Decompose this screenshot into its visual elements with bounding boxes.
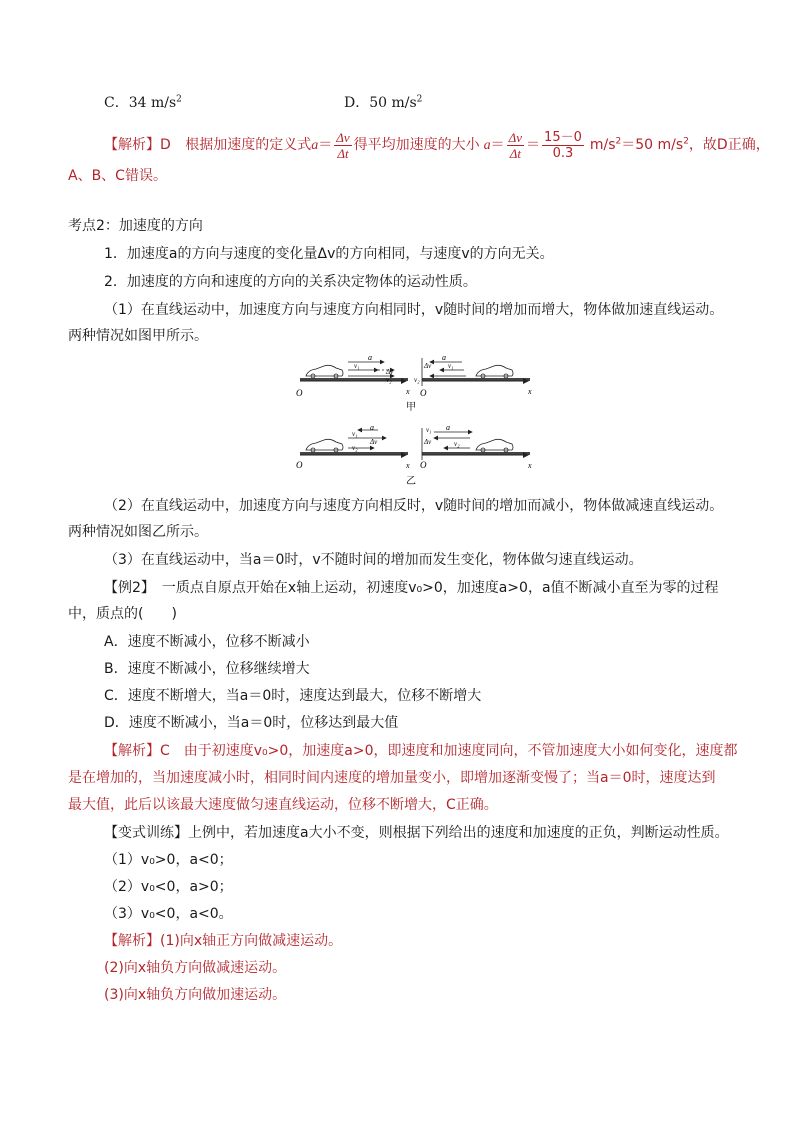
analysis-tag: 【解析】 <box>104 137 160 153</box>
analysis-1-line-2: A、B、C错误。 <box>68 168 167 184</box>
svg-text:Δv: Δv <box>424 362 432 370</box>
analysis-2-line-3: 最大值，此后以该最大速度做匀速直线运动，位移不断增大，C正确。 <box>68 797 498 813</box>
fraction-numeric: $\frac{15-0}{0.3}$ <box>544 129 582 161</box>
example-2-option-b: B．速度不断减小，位移继续增大 <box>104 661 310 677</box>
panel-jia-right <box>422 358 530 386</box>
variant-case-3: （3）v₀<0，a<0。 <box>104 906 233 922</box>
example-2-option-c: C．速度不断增大，当a＝0时，速度达到最大，位移不断增大 <box>104 688 482 704</box>
figure-label-yi: 乙 <box>406 476 416 487</box>
svg-text:a: a <box>368 353 372 362</box>
svg-text:x: x <box>528 461 532 470</box>
svg-text:v₂: v₂ <box>414 376 420 384</box>
analysis-3-line-1: 【解析】(1)向x轴正方向做减速运动。 <box>104 933 343 949</box>
analysis-1-line-1: 【解析】D 根据加速度的定义式a＝ $\frac{\Delta v}{\Delta t}$ 得平均加速度的大小 a＝ $\frac{\Delta v}{\Delta t}$ ＝ $\frac{15-0}{0.3}$ $m/s^2=50$ $m/s^2$，故D正确， <box>104 129 770 161</box>
section-p5: （3）在直线运动中，当a＝0时，v不随时间的增加而发生变化，物体做匀速直线运动。 <box>104 552 643 568</box>
analysis-2-line-2: 是在增加的，当加速度减小时，相同时间内速度的增加量变小，即增加逐渐变慢了；当a＝0时，速度达到 <box>68 770 716 786</box>
fraction-dv-dt: $\frac{\Delta v}{\Delta t}$ <box>336 129 350 161</box>
figure-label-jia: 甲 <box>406 402 416 413</box>
svg-text:v₁: v₁ <box>426 426 432 434</box>
svg-text:v₂: v₂ <box>386 376 392 384</box>
example-2-stem: 【例2】 一质点自原点开始在x轴上运动，初速度v₀>0，加速度a>0，a值不断减小直至为零的过程 <box>104 580 719 596</box>
svg-text:v₁: v₁ <box>352 430 358 438</box>
svg-text:Δv: Δv <box>370 438 378 446</box>
analysis-3-line-2: (2)向x轴负方向做减速运动。 <box>104 960 287 976</box>
svg-text:x: x <box>528 387 532 396</box>
svg-text:v₂: v₂ <box>454 440 460 448</box>
section-p2: 2．加速度的方向和速度的方向的关系决定物体的运动性质。 <box>104 274 477 290</box>
svg-text:a: a <box>442 353 446 362</box>
svg-text:O: O <box>420 388 427 398</box>
svg-text:O: O <box>420 460 427 470</box>
example-2-stem-cont: 中，质点的( ) <box>68 606 177 622</box>
svg-text:O: O <box>296 460 303 470</box>
svg-text:v₁: v₁ <box>354 362 360 370</box>
svg-text:x: x <box>406 461 410 470</box>
analysis-3-line-3: (3)向x轴负方向做加速运动。 <box>104 987 287 1003</box>
svg-text:x: x <box>406 387 410 396</box>
section-p1: 1．加速度a的方向与速度的变化量Δv的方向相同，与速度v的方向无关。 <box>104 246 554 262</box>
panel-yi-right <box>422 428 530 460</box>
variant-stem: 【变式训练】上例中，若加速度a大小不变，则根据下列给出的速度和加速度的正负，判断运动性质。 <box>104 825 729 841</box>
svg-text:a: a <box>446 423 450 432</box>
section-heading: 考点2：加速度的方向 <box>68 218 203 234</box>
option-d: D．50 $m/s^2$ <box>344 94 423 111</box>
variant-case-2: （2）v₀<0，a>0； <box>104 879 233 895</box>
svg-text:v₁: v₁ <box>448 362 454 370</box>
section-p4b: 两种情况如图乙所示。 <box>68 524 208 540</box>
section-p3b: 两种情况如图甲所示。 <box>68 328 208 344</box>
svg-text:a: a <box>370 423 374 432</box>
example-2-option-a: A．速度不断减小，位移不断减小 <box>104 634 310 650</box>
option-c: C．34 $m/s^2$ <box>104 94 182 111</box>
section-p4a: （2）在直线运动中，加速度方向与速度方向相反时，v随时间的增加而减小，物体做减速直线运动。 <box>104 498 724 514</box>
svg-text:Δv: Δv <box>386 368 394 376</box>
variant-case-1: （1）v₀>0，a<0； <box>104 852 233 868</box>
motion-figure <box>294 352 534 492</box>
svg-text:Δv: Δv <box>424 438 432 446</box>
svg-text:O: O <box>296 388 303 398</box>
example-2-option-d: D．速度不断减小，当a＝0时，位移达到最大值 <box>104 715 399 731</box>
section-p3a: （1）在直线运动中，加速度方向与速度方向相同时，v随时间的增加而增大，物体做加速直线运动。 <box>104 302 724 318</box>
svg-text:v₂: v₂ <box>352 444 358 452</box>
analysis-2-line-1: 【解析】C 由于初速度v₀>0，加速度a>0，即速度和加速度同向，不管加速度大小如何变化，速度都 <box>104 743 738 759</box>
fraction-dv-dt-2: $\frac{\Delta v}{\Delta t}$ <box>508 129 523 161</box>
